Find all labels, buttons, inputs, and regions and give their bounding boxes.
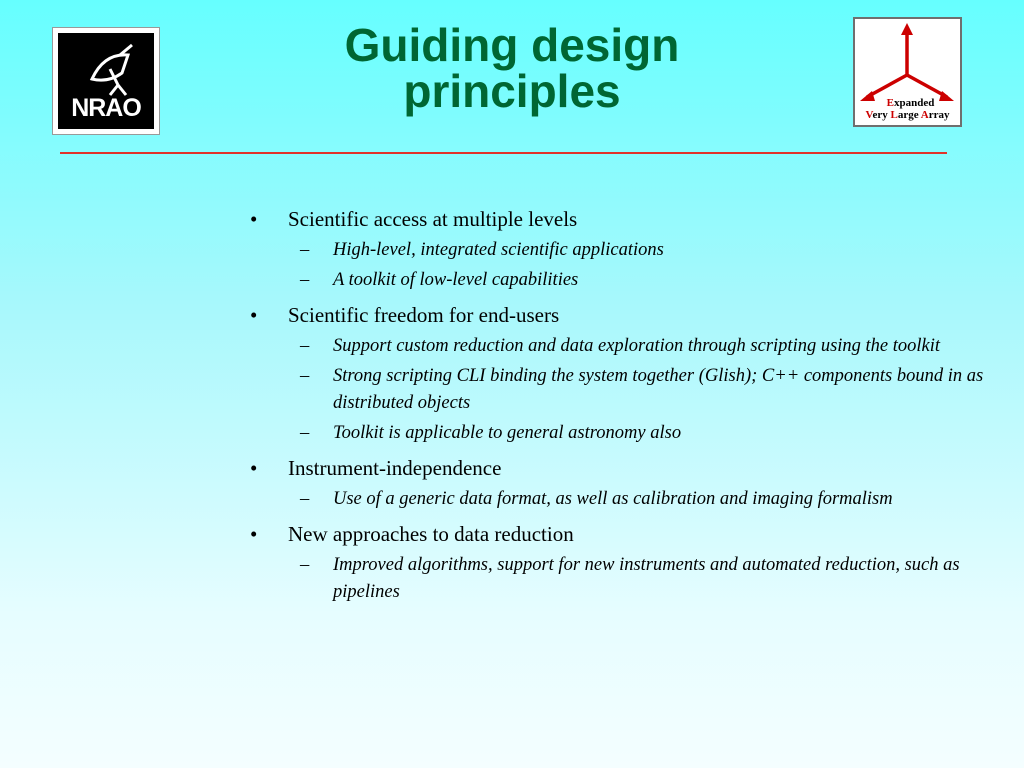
bullet-text: Instrument-independence: [288, 456, 502, 480]
sub-bullet-text: High-level, integrated scientific applications: [333, 240, 664, 260]
evla-rest-a: rray: [928, 109, 950, 121]
slide-title-line-2: principles: [403, 65, 621, 117]
sub-bullet-text: A toolkit of low-level capabilities: [333, 270, 579, 290]
bullet-icon: •: [250, 522, 258, 546]
slide-title: [262, 19, 762, 117]
dash-icon: –: [300, 489, 310, 509]
bullet-item: [250, 455, 990, 481]
bullet-text: New approaches to data reduction: [288, 522, 574, 546]
evla-cap-v: V: [865, 109, 873, 121]
bullet-icon: •: [250, 456, 258, 480]
sub-bullet-item: [250, 333, 990, 360]
sub-bullet-text: Use of a generic data format, as well as calibration and imaging formalism: [333, 489, 893, 509]
bullet-text: Scientific freedom for end-users: [288, 303, 560, 327]
sub-bullet-text: Toolkit is applicable to general astronomy also: [333, 423, 682, 443]
evla-cap-a: A: [920, 109, 929, 121]
evla-line-1-rest: xpanded: [893, 97, 935, 109]
bullet-item: [250, 206, 990, 232]
sub-bullet-item: [250, 420, 990, 447]
sub-bullet-item: [250, 267, 990, 294]
nrao-logo: [52, 27, 160, 135]
dash-icon: –: [300, 336, 310, 356]
dash-icon: –: [300, 240, 310, 260]
evla-line-2: [855, 109, 960, 122]
bullet-item: [250, 521, 990, 547]
dash-icon: –: [300, 555, 310, 575]
evla-line-1-cap: E: [886, 97, 894, 109]
sub-bullet-item: [250, 486, 990, 513]
evla-cap-l: L: [890, 109, 898, 121]
dash-icon: –: [300, 366, 310, 386]
sub-bullet-text: Support custom reduction and data exploration through scripting using the toolkit: [333, 336, 941, 356]
slide-body: [250, 206, 990, 606]
sub-bullet-text: Strong scripting CLI binding the system together (Glish); C++ components bound in as distributed objects: [333, 366, 984, 413]
dash-icon: –: [300, 423, 310, 443]
sub-bullet-item: [250, 363, 990, 417]
dash-icon: –: [300, 270, 310, 290]
bullet-text: Scientific access at multiple levels: [288, 207, 578, 231]
evla-logo: [853, 17, 962, 127]
sub-bullet-text: Improved algorithms, support for new instruments and automated reduction, such as pipelines: [333, 555, 960, 602]
sub-bullet-item: [250, 552, 990, 606]
nrao-logo-field: [58, 33, 154, 129]
evla-rest-v: ery: [872, 109, 891, 121]
nrao-wordmark: NRAO: [71, 94, 141, 122]
slide-title-line-1: Guiding design: [344, 19, 680, 71]
bullet-item: [250, 302, 990, 328]
evla-rest-l: arge: [897, 109, 921, 121]
sub-bullet-item: [250, 237, 990, 264]
title-divider: [60, 152, 947, 154]
bullet-icon: •: [250, 303, 258, 327]
bullet-icon: •: [250, 207, 258, 231]
